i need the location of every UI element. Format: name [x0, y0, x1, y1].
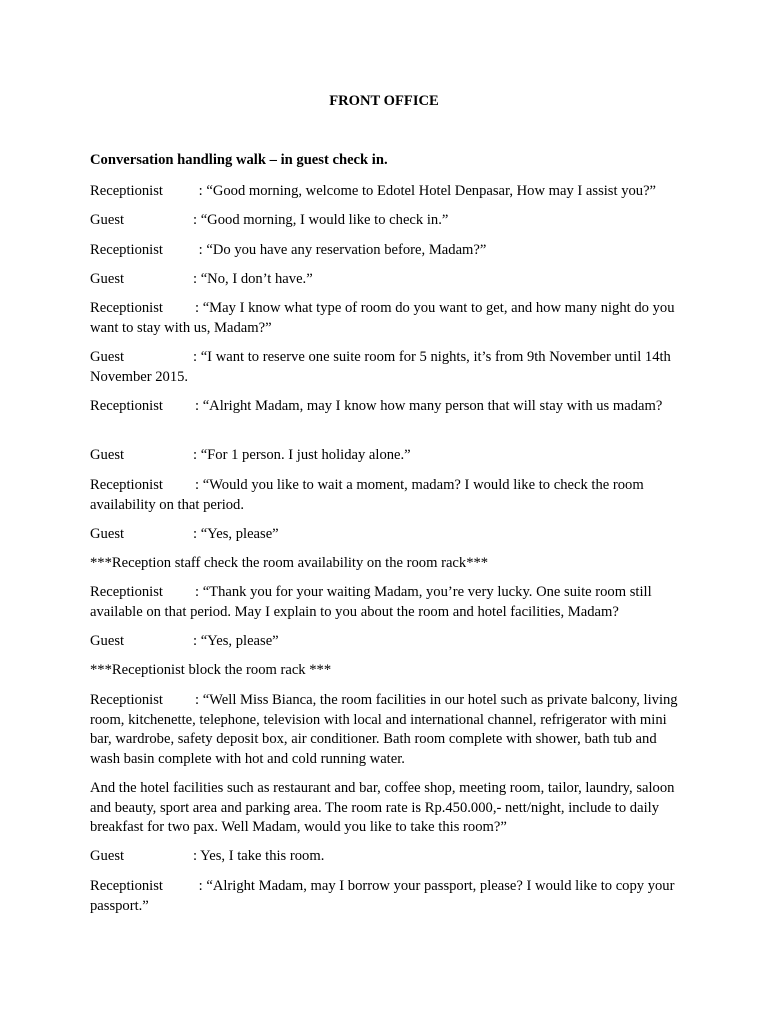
- dialogue-line: [90, 299, 680, 338]
- document-subtitle: Conversation handling walk – in guest check in.: [90, 152, 388, 168]
- dialogue-line: [90, 583, 680, 622]
- speaker-label: Receptionist: [90, 300, 163, 316]
- dialogue-line: [90, 348, 680, 387]
- stage-direction-text: ***Reception staff check the room availability on the room rack***: [90, 555, 489, 571]
- stage-direction: [90, 554, 680, 574]
- dialogue-text: : “Good morning, I would like to check in.”: [193, 212, 449, 228]
- speaker-label: Receptionist: [90, 398, 163, 414]
- dialogue-line: [90, 241, 680, 261]
- dialogue-text: : “I want to reserve one suite room for 5 nights, it’s from 9th November until 14th November 2015.: [90, 349, 671, 385]
- dialogue-text: : “Well Miss Bianca, the room facilities in our hotel such as private balcony, living room, kitchenette, telephone, television with local and international channel, refrigerator with mini bar, wardrobe, safety deposit box, air conditioner. Bath room complete with shower, bath tub and wash basin complete with hot and cold running water.: [90, 692, 678, 767]
- dialogue-line: [90, 476, 680, 515]
- speaker-label: Receptionist: [90, 183, 163, 199]
- stage-direction: [90, 661, 680, 681]
- speaker-label: Guest: [90, 271, 125, 287]
- dialogue-text: : “Do you have any reservation before, Madam?”: [195, 242, 487, 258]
- speaker-label: Receptionist: [90, 242, 163, 258]
- speaker-label: Guest: [90, 848, 125, 864]
- speaker-label: Guest: [90, 526, 125, 542]
- dialogue-line: [90, 182, 680, 202]
- dialogue-text: : “Yes, please”: [193, 633, 279, 649]
- dialogue-text: : “No, I don’t have.”: [193, 271, 313, 287]
- document-title: FRONT OFFICE: [329, 93, 439, 109]
- speaker-label: Receptionist: [90, 692, 163, 708]
- dialogue-text: : “Would you like to wait a moment, madam? I would like to check the room availability on that period.: [90, 477, 644, 513]
- dialogue-text: : “Thank you for your waiting Madam, you’re very lucky. One suite room still available on that period. May I explain to you about the room and hotel facilities, Madam?: [90, 584, 652, 620]
- dialogue-line: [90, 211, 680, 231]
- dialogue-text: : “Alright Madam, may I know how many person that will stay with us madam?: [195, 398, 663, 414]
- speaker-label: Guest: [90, 447, 125, 463]
- dialogue-line: [90, 632, 680, 652]
- dialogue-line: [90, 446, 680, 466]
- dialogue-text: : “Alright Madam, may I borrow your passport, please? I would like to copy your passport.”: [90, 878, 675, 914]
- dialogue-text: : “May I know what type of room do you want to get, and how many night do you want to stay with us, Madam?”: [90, 300, 675, 336]
- dialogue-line: [90, 877, 680, 916]
- speaker-label: Guest: [90, 212, 125, 228]
- dialogue-line: [90, 270, 680, 290]
- dialogue-text: : Yes, I take this room.: [193, 848, 325, 864]
- dialogue-line: [90, 397, 680, 417]
- dialogue-line: [90, 525, 680, 545]
- dialogue-text: : “Yes, please”: [193, 526, 279, 542]
- speaker-label: Receptionist: [90, 584, 163, 600]
- dialogue-text: : “For 1 person. I just holiday alone.”: [193, 447, 411, 463]
- stage-direction-text: ***Receptionist block the room rack ***: [90, 662, 332, 678]
- dialogue-text: And the hotel facilities such as restaurant and bar, coffee shop, meeting room, tailor, laundry, saloon and beauty, sport area and parking area. The room rate is Rp.450.000,- nett/night, include to daily breakfast for two pax. Well Madam, would you like to take this room?”: [90, 780, 675, 835]
- dialogue-line: [90, 847, 680, 867]
- speaker-label: Receptionist: [90, 477, 163, 493]
- speaker-label: Guest: [90, 349, 125, 365]
- dialogue-line: [90, 691, 680, 769]
- dialogue-text: : “Good morning, welcome to Edotel Hotel Denpasar, How may I assist you?”: [195, 183, 657, 199]
- speaker-label: Receptionist: [90, 878, 163, 894]
- dialogue-paragraph: [90, 779, 680, 838]
- speaker-label: Guest: [90, 633, 125, 649]
